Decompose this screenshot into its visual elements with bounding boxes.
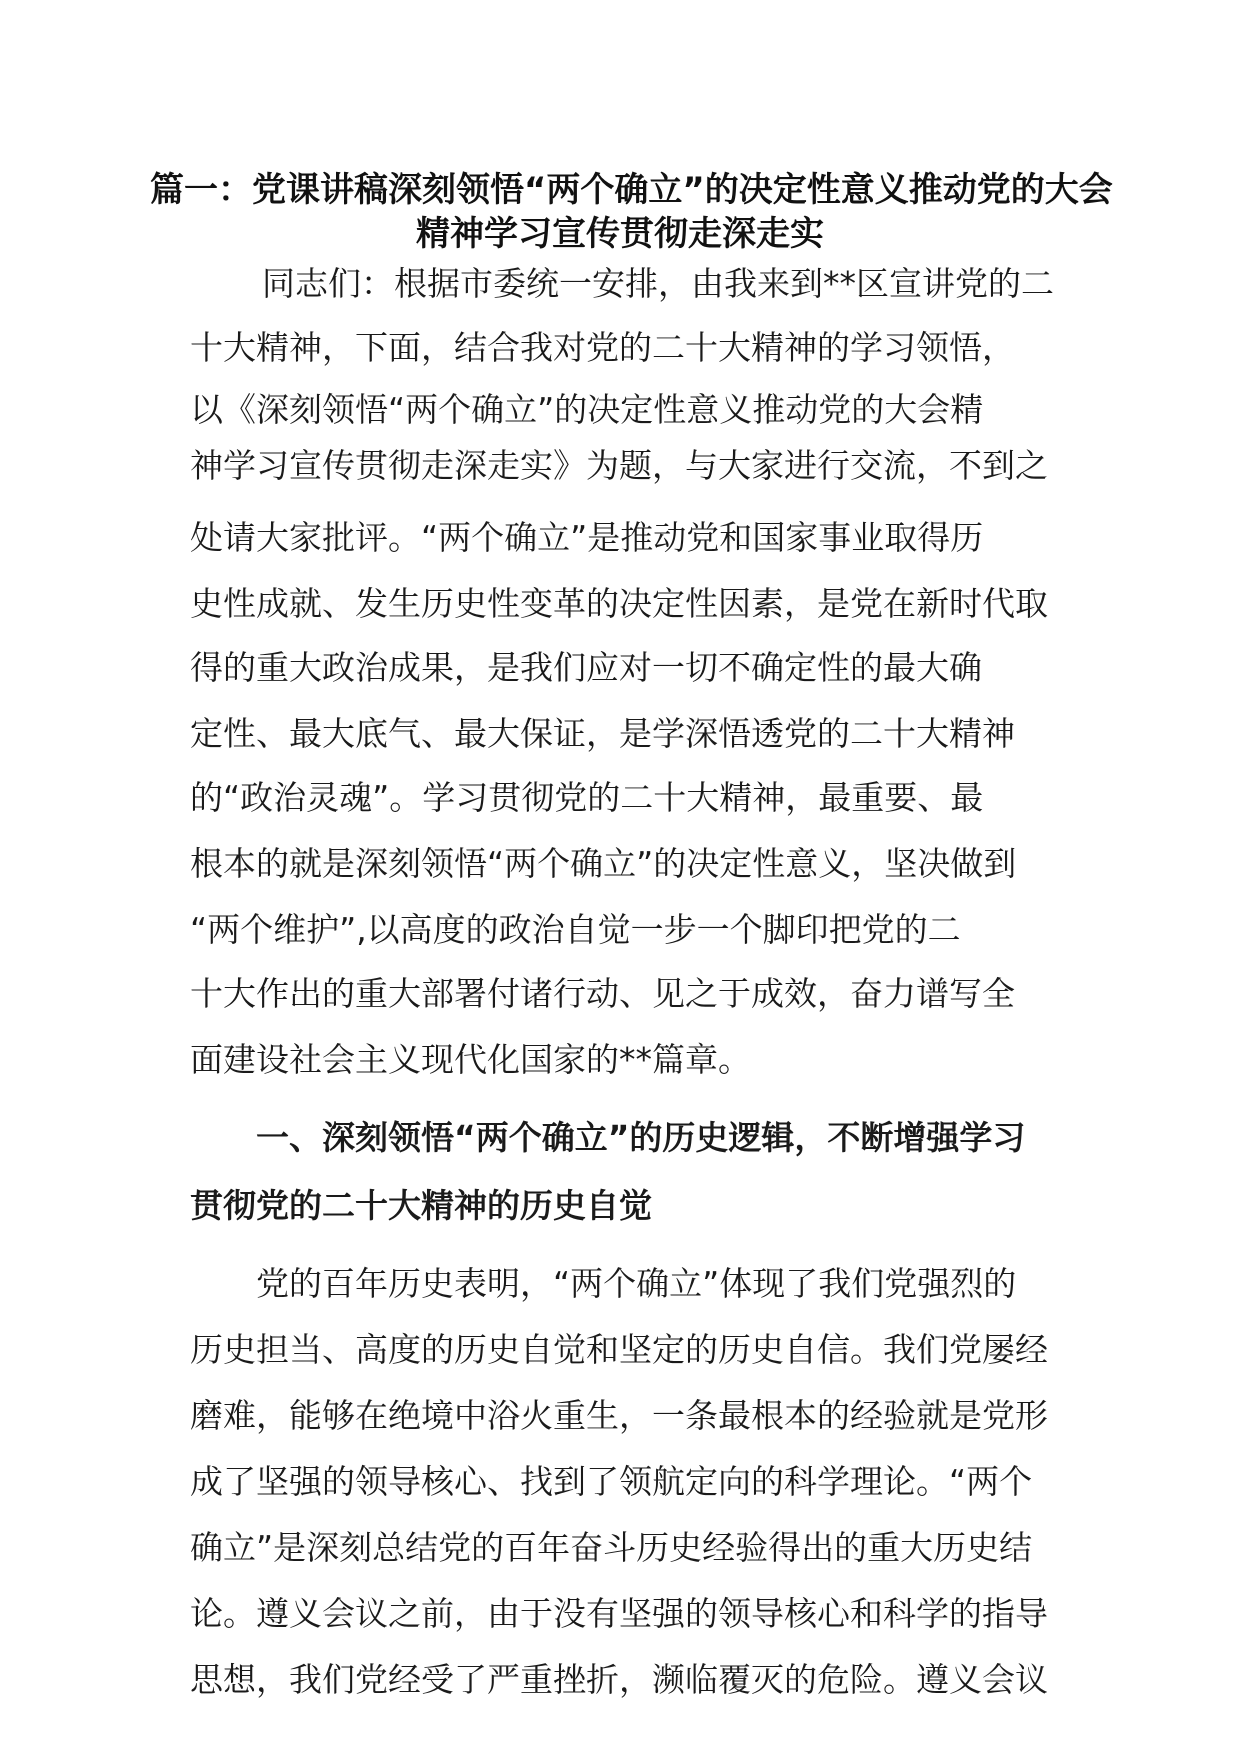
section-paragraph-line: 确立”是深刻总结党的百年奋斗历史经验得出的重大历史结 bbox=[190, 1528, 1033, 1567]
section-paragraph-line: 磨难，能够在绝境中浴火重生，一条最根本的经验就是党形 bbox=[190, 1396, 1048, 1435]
title-line-1: 篇一：党课讲稿深刻领悟“两个确立”的决定性意义推动党的大会 bbox=[150, 170, 1113, 210]
body-line: “两个维护”,以高度的政治自觉一步一个脚印把党的二 bbox=[190, 910, 961, 949]
title-line-2: 精神学习宣传贯彻走深走实 bbox=[416, 214, 824, 254]
section-paragraph-line: 党的百年历史表明，“两个确立”体现了我们党强烈的 bbox=[256, 1264, 1017, 1303]
section-paragraph-line: 论。遵义会议之前，由于没有坚强的领导核心和科学的指导 bbox=[190, 1594, 1048, 1633]
section-paragraph-line: 成了坚强的领导核心、找到了领航定向的科学理论。“两个 bbox=[190, 1462, 1033, 1501]
section-paragraph-line: 思想，我们党经受了严重挫折，濒临覆灭的危险。遵义会议 bbox=[190, 1660, 1048, 1699]
body-line: 以《深刻领悟“两个确立”的决定性意义推动党的大会精 bbox=[190, 390, 984, 429]
body-line: 得的重大政治成果，是我们应对一切不确定性的最大确 bbox=[190, 648, 982, 687]
section-heading-line-2: 贯彻党的二十大精神的历史自觉 bbox=[190, 1186, 652, 1225]
body-line: 的“政治灵魂”。学习贯彻党的二十大精神，最重要、最 bbox=[190, 778, 984, 817]
body-line: 十大精神，下面，结合我对党的二十大精神的学习领悟， bbox=[190, 328, 1015, 367]
body-line: 神学习宣传贯彻走深走实》为题，与大家进行交流，不到之 bbox=[190, 446, 1048, 485]
body-line: 根本的就是深刻领悟“两个确立”的决定性意义，坚决做到 bbox=[190, 844, 1017, 883]
section-heading-line-1: 一、深刻领悟“两个确立”的历史逻辑，不断增强学习 bbox=[256, 1118, 1026, 1157]
body-line: 定性、最大底气、最大保证，是学深悟透党的二十大精神 bbox=[190, 714, 1015, 753]
body-line: 史性成就、发生历史性变革的决定性因素，是党在新时代取 bbox=[190, 584, 1048, 623]
body-line: 十大作出的重大部署付诸行动、见之于成效，奋力谱写全 bbox=[190, 974, 1015, 1013]
body-line: 处请大家批评。“两个确立”是推动党和国家事业取得历 bbox=[190, 518, 984, 557]
body-line: 同志们：根据市委统一安排，由我来到**区宣讲党的二 bbox=[262, 264, 1054, 303]
section-paragraph-line: 历史担当、高度的历史自觉和坚定的历史自信。我们党屡经 bbox=[190, 1330, 1048, 1369]
body-line: 面建设社会主义现代化国家的**篇章。 bbox=[190, 1040, 751, 1079]
